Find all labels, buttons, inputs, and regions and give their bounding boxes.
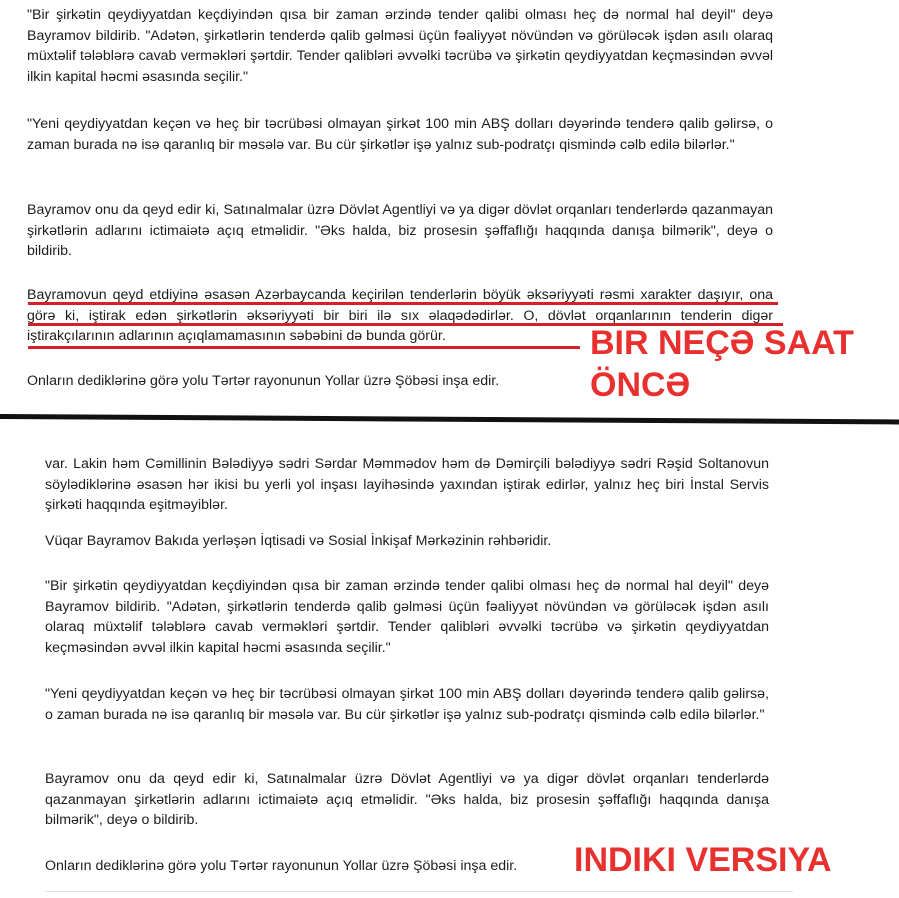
new-version-label: INDIKI VERSIYA: [574, 841, 832, 879]
old-paragraph-highlighted: Bayramovun qeyd etdiyinə əsasən Azərbaycanda keçirilən tenderlərin böyük əksəriyyəti rəsmi xarakter daşıyır, ona görə ki, iştirak edən şirkətlərin əksəriyyəti bir biri ilə sıx əlaqədədirlər. O, dövlət orqanlarının tenderin digər iştirakçılarının adlarının açıqlamamasının səbəbini də bunda görür.: [27, 287, 773, 344]
highlight-underline-3: [28, 346, 580, 349]
old-paragraph-3: Bayramov onu da qeyd edir ki, Satınalmalar üzrə Dövlət Agentliyi və ya digər dövlət orqanları tenderlərdə qazanmayan şirkətlərin adlarını ictimaiətə açıq etməlidir. "Əks halda, biz prosesin şəffaflığı haqqında danışa bilmərik", deyə o bildirib.: [27, 202, 773, 259]
new-paragraph-1: var. Lakin həm Cəmillinin Bələdiyyə sədri Sərdar Məmmədov həm də Dəmirçili bələdiyyə sədri Rəşid Soltanovun söylədiklərinə əsasən hər ikisi bu yerli yol inşası layihəsində yaxından iştirak edirlər, yalnız heç biri İnstal Servis şirkəti haqqında eşitməyiblər.: [45, 456, 769, 513]
old-paragraph-1: "Bir şirkətin qeydiyyatdan keçdiyindən qısa bir zaman ərzində tender qalibi olması heç də normal hal deyil" deyə Bayramov bildirib. "Adətən, şirkətlərin tenderdə qalib gəlməsi üçün fəaliyyət növündən və görüləcək işdən asılı olaraq müxtəlif tələblərə cavab verməkləri şərtdir. Tender qalibləri əvvəlki təcrübə və şirkətin qeydiyyatdan keçməsindən əvvəl ilkin kapital həcmi əsasında seçilir.": [27, 7, 773, 85]
new-paragraph-3: "Bir şirkətin qeydiyyatdan keçdiyindən qısa bir zaman ərzində tender qalibi olması heç də normal hal deyil" deyə Bayramov bildirib. "Adətən, şirkətlərin tenderdə qalib gəlməsi üçün fəaliyyət növündən və görüləcək işdən asılı olaraq müxtəlif tələblərə cavab verməkləri şərtdir. Tender qalibləri əvvəlki təcrübə və şirkətin qeydiyyatdan keçməsindən əvvəl ilkin kapital həcmi əsasında seçilir.": [45, 578, 769, 656]
old-paragraph-2: "Yeni qeydiyyatdan keçən və heç bir təcrübəsi olmayan şirkət 100 min ABŞ dolları dəyərində tenderə qalib gəlirsə, o zaman burada nə isə qaranlıq bir məsələ var. Bu cür şirkətlər işə yalnız sub-podratçı qismində cəlb edilə bilərlər.": [27, 116, 773, 153]
old-paragraph-5: Onların dediklərinə görə yolu Tərtər rayonunun Yollar üzrə Şöbəsi inşa edir.: [27, 373, 500, 389]
bottom-rule: [45, 891, 793, 892]
version-divider: [0, 414, 899, 424]
old-version-label: BIR NEÇƏ SAAT ÖNCƏ: [590, 324, 854, 404]
new-paragraph-5: Bayramov onu da qeyd edir ki, Satınalmalar üzrə Dövlət Agentliyi və ya digər dövlət orqanları tenderlərdə qazanmayan şirkətlərin adlarını ictimaiətə açıq etməlidir. "Əks halda, biz prosesin şəffaflığı haqqında danışa bilmərik", deyə o bildirib.: [45, 771, 769, 828]
new-paragraph-4: "Yeni qeydiyyatdan keçən və heç bir təcrübəsi olmayan şirkət 100 min ABŞ dolları dəyərində tenderə qalib gəlirsə, o zaman burada nə isə qaranlıq bir məsələ var. Bu cür şirkətlər işə yalnız sub-podratçı qismində cəlb edilə bilərlər.": [45, 686, 769, 723]
new-paragraph-2: Vüqar Bayramov Bakıda yerləşən İqtisadi və Sosial İnkişaf Mərkəzinin rəhbəridir.: [45, 533, 552, 549]
highlight-underline-1: [28, 302, 778, 305]
new-version-panel: [0, 428, 899, 898]
new-paragraph-6: Onların dediklərinə görə yolu Tərtər rayonunun Yollar üzrə Şöbəsi inşa edir.: [45, 858, 518, 874]
